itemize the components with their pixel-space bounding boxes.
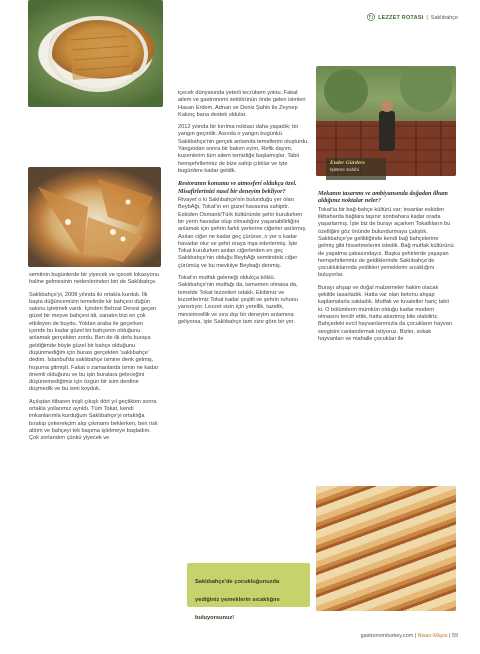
col2-paragraph-4: Tokat'ın mutfak geleneği oldukça köklü. Saklıbahçe'nin mutfağı da, tamamen olmasa da, temelde Tokat lezzetleri odaklı. Ekibimiz ve lezzetlerimiz Tokat kadar çeşitli ve şehrin ruhunu yansıtıyor. Lezzet sizin için yerellik, tazelik, mevsimsellik ve sıra dışı bir deneyim anlamına geliyorsa, işte Saklıbahçe tam size göre bir yer.: [178, 275, 298, 325]
column-2: [178, 90, 309, 331]
footer-site: gastronomiturkey.com: [360, 633, 414, 639]
column-3: [318, 190, 456, 348]
caption-role: İşletme Sahibi: [330, 167, 359, 172]
photo-caption: [326, 158, 386, 180]
col3-paragraph-2: Burayı ahşap ve doğal malzemeler hakim olacak şekilde tasarladık. Hatta var olan betonu ahşap kaplamalarla sakladık. Mutfak ve tuvaletler hariç tabii ki. O bölümlerin mümkün olduğu kadar modern olmasını tercih ettik, hatta abartmış bile olabiliriz. Bahçedeki evcil hayvanlarımızla da çocukların hayvan sevgisini canlandırmak istiyoruz. Bizler, sokak hayvanları ve mahalle çocukları ile: [318, 284, 453, 342]
footer-issue: Nisan-Mayıs: [417, 633, 448, 639]
page-footer: [361, 633, 458, 639]
col2-paragraph-3: Rivayet o ki Saklıbahçe'nin bulunduğu yer olan BeybAğı, Tokat'ın en güzel havasına sahiptir. Eskiden Osmanlı/Türk kültüründe şehir kurulurken bir yerin havadar olup olmadığını yaşanabilirliğini anlamak için şehrin farklı yerlerine ciğerler asılırmış. Asılan ciğer ne kadar geç çürürse, o yer o kadar havadar olur ve şehri oraya inşa ederlermiş. İşte Tokat kurulurken asılan ciğerlerden en geç Saklıbahçe'nin olduğu BeybAğı semtindeki ciğer çürümüş ve bu mevkiiye Beybağı denmiş.: [178, 197, 307, 269]
page-number: 59: [452, 633, 458, 639]
pull-quote: [187, 563, 310, 621]
header-location: Saklıbahçe: [430, 15, 458, 21]
col1-paragraph-2: Saklıbahçe'yi, 2008 yılında iki ortakla kurduk. İlk başta düğüncemizin temelinde kir bahçesi düğün salonu işletmek vardı. İçinden Behzat Deresi geçen güzel bir meyve bahçesi idi, sanatın bizi en çok etkileyen de buydu. Yoldan araba ile geçerken içeride bu kadar güzel bir bahçenin olduğunu anlamak gerçekten zordu. Ben de ilk defa buraya geldiğimde böyle güzel bir bahçe olduğunu düşünmediğim için burası gerçekten 'saklıbahçe' dedim. İstanbul'da saklıbahçe ismine denk gelmiş, hoşuma gitmişti. Fakat o zamanlarda ismin ne kadar önemli olduğunu ve bu işin buralara geleceğini düşünemediğimiz için özgün bir isim derdine düşmedik ve bu ismi koyduk.: [29, 291, 159, 393]
col2-paragraph-1: içecek dünyasında yeterli tecrübem yoktu. Fakat ailem ve gastronomi sektörünün önde gelen isimleri Hasan Erdem, Adnan ve Deniz Şahin ile Zeynep Kakınç bana destek oldular.: [178, 90, 306, 118]
caption-name: Ender Gürdere: [330, 160, 365, 166]
col2-paragraph-2: 2012 yılında bir kırılma noktası daha yaşadık; bir yangın geçirdik. Asında o yangın bugünkü Saklıbahçe'nin gerçek anlamda temellerini oluşturdu. Yangından sonra bir bakım eyim, Refik dayım, kuzenlerim tüm ailem temizliğe başlamışlar. Tabii hemşehrilerimiz de bize sahip çıktılar ve işte bugünlere kadar geldik.: [178, 124, 309, 174]
footer-separator: |: [414, 633, 417, 639]
section-header: [367, 13, 458, 23]
col1-paragraph-1: semtinin bugünlerde bir yiyecek ve içecek lokasyonu haline gelmesinin nedenlerinden biri de Saklıbahçe.: [29, 272, 159, 286]
col2-question: Restoranın konumu ve atmosferi oldukça özel. Misafirlerinizi nasıl bir deneyim bekliyor?: [178, 180, 297, 195]
pull-quote-text: Saklıbahçe'de çocukluğunuzda yediğiniz yemeklerin sıcaklığını buluyorsunuz!: [195, 579, 280, 621]
fork-knife-icon: [367, 13, 375, 23]
column-1: [29, 272, 161, 448]
food-photo-pide: [28, 167, 161, 267]
food-photo-baklava: [316, 486, 456, 611]
col1-paragraph-3: Açılıştan itibaren inişli çıkışlı dört yıl geçtikten sonra ortakla yollarımız ayrıldı. Tüm Tokat, kendi imkanlarımla kurduğum Saklıbahçe'yi ortaklığa bırakıp çekerekçim alıp çıkmamı beklerken, ben risk aldım ve bahçeyi tek başıma işletmeye başladım. Çok zorlandım çünkü yiyecek ve: [29, 398, 158, 442]
header-separator: |: [426, 15, 428, 21]
col3-question: Mekanın tasarımı ve ambiyansında doğadan ilham aldığınız noktalar neler?: [318, 190, 448, 205]
section-title: LEZZET ROTASI: [378, 15, 424, 21]
footer-separator: |: [449, 633, 451, 639]
food-photo-pastry: [28, 0, 163, 107]
col3-paragraph-1: Tokat'ta bir bağ-bahçe kültürü var; insanlar eskiden ilkbaharda bağlara taşınır sonbahara kadar orada yaşarlarmış. İşte biz de burayı açarken Tokatlıların bu özelliğini göz önünde bulundurmaya çalıştık. Saklıbahçe'ye gelildiğinde kendi bağ bahçelerine gelmiş gibi hissetmelerini istedik. Bağ mutfak kültürünü de yaşatma çabasındayız. Başka şehirlerde yaşayan hemşehrilerimiz de geldiklerinde Saklıbahçe'de çocukluklarında yedikleri yemeklerin sıcaklığını buluyorlar.: [318, 206, 454, 279]
